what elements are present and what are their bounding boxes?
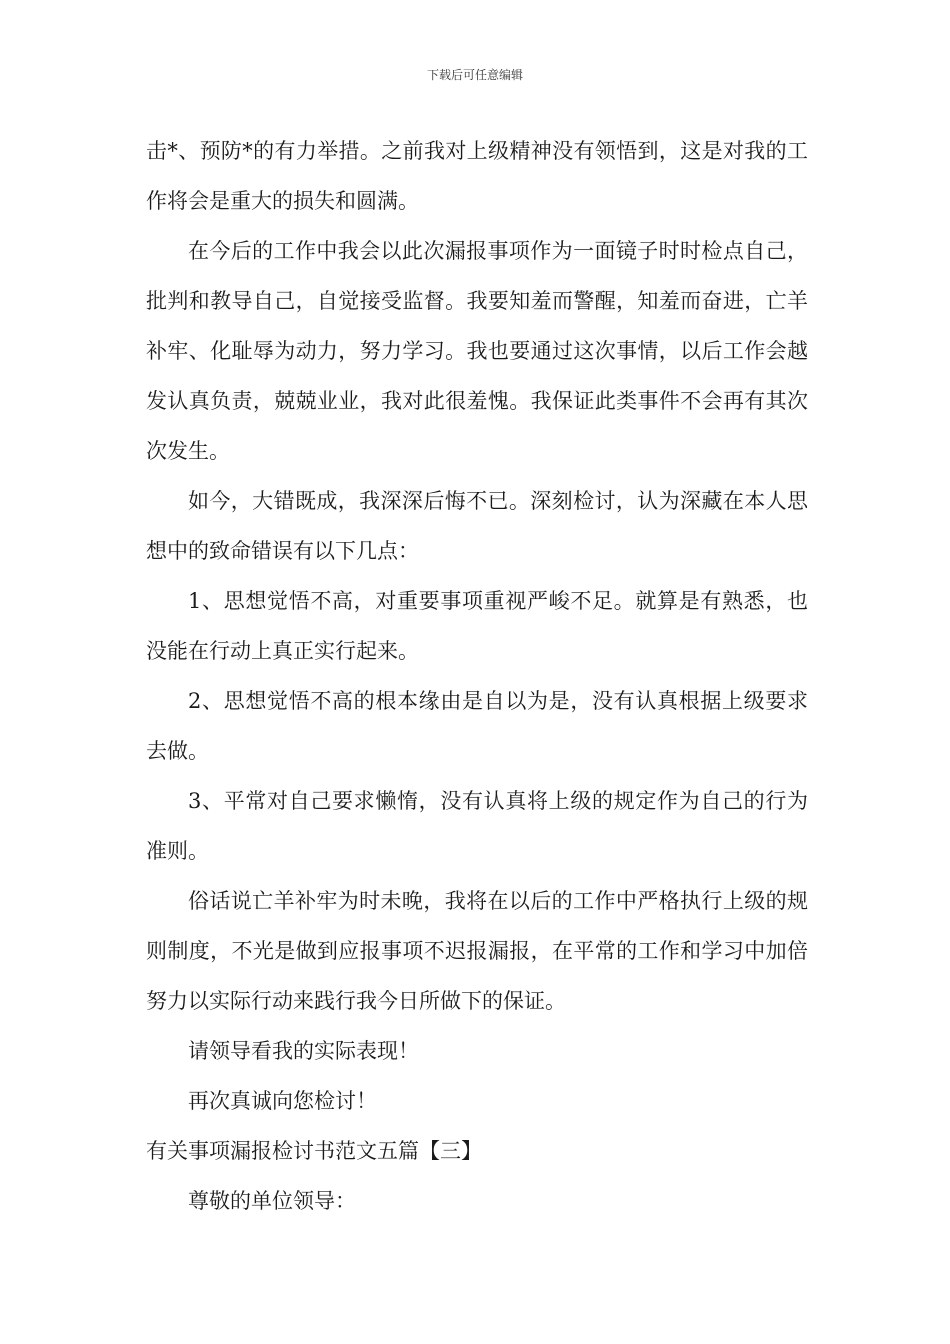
list-item: 2、思想觉悟不高的根本缘由是自以为是，没有认真根据上级要求去做。: [146, 689, 808, 763]
salutation: 尊敬的单位领导：: [188, 1189, 356, 1213]
list-item: 3、平常对自己要求懒惰，没有认真将上级的规定作为自己的行为准则。: [146, 789, 808, 863]
paragraph: 俗话说亡羊补牢为时未晚，我将在以后的工作中严格执行上级的规则制度，不光是做到应报事项不迟报漏报，在平常的工作和学习中加倍努力以实际行动来践行我今日所做下的保证。: [146, 889, 808, 1013]
paragraph: 再次真诚向您检讨！: [188, 1089, 377, 1113]
paragraph: 请领导看我的实际表现！: [188, 1039, 419, 1063]
page-header: 下载后可任意编辑: [426, 68, 523, 82]
document-body: [146, 126, 808, 1226]
section-title: 有关事项漏报检讨书范文五篇【三】: [146, 1139, 482, 1163]
paragraph-continuation: 击*、预防*的有力举措。之前我对上级精神没有领悟到，这是对我的工作将会是重大的损失和圆满。: [146, 139, 808, 213]
paragraph: 如今，大错既成，我深深后悔不已。深刻检讨，认为深藏在本人思想中的致命错误有以下几点：: [146, 489, 808, 563]
paragraph: 在今后的工作中我会以此次漏报事项作为一面镜子时时检点自己，批判和教导自己，自觉接受监督。我要知羞而警醒，知羞而奋进，亡羊补牢、化耻辱为动力，努力学习。我也要通过这次事情，以后工作会越发认真负责，兢兢业业，我对此很羞愧。我保证此类事件不会再有其次次发生。: [146, 239, 808, 463]
list-item: 1、思想觉悟不高，对重要事项重视严峻不足。就算是有熟悉，也没能在行动上真正实行起来。: [146, 589, 808, 663]
